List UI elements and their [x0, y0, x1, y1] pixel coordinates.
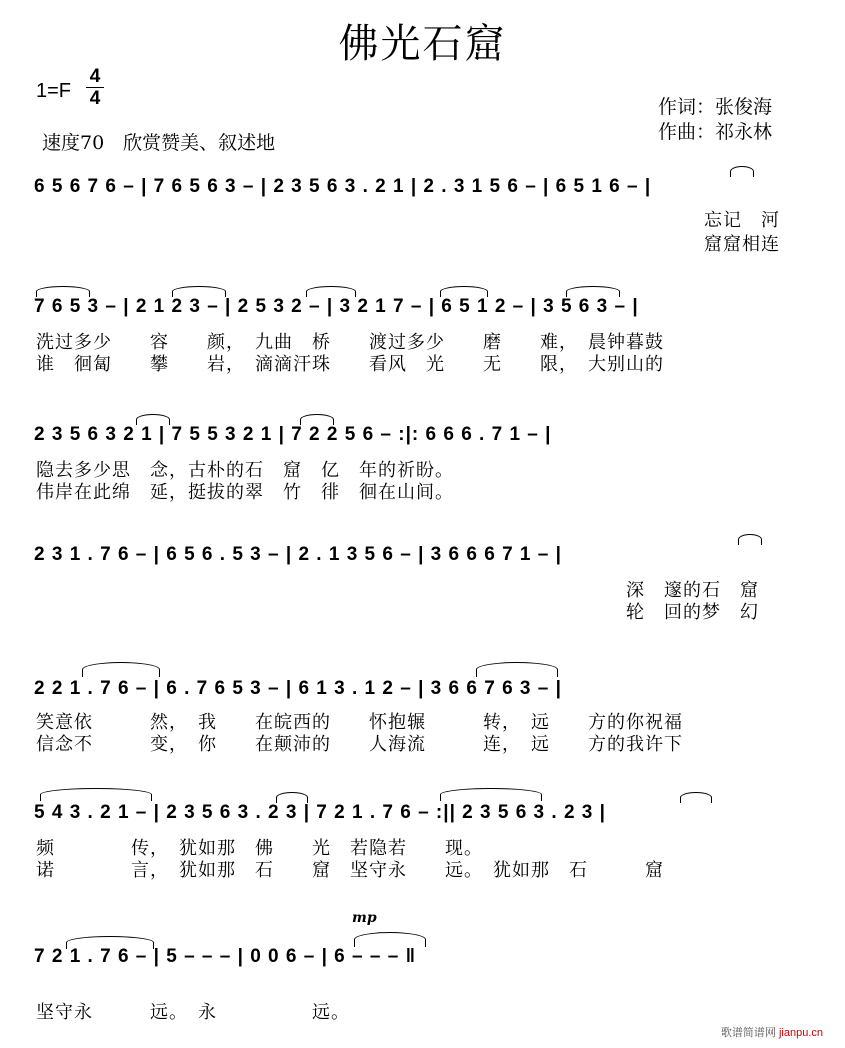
slur-mark	[136, 414, 170, 425]
time-signature-bottom: 4	[86, 87, 104, 109]
slur-mark	[66, 936, 154, 949]
composer-credit: 作曲：祁永林	[658, 121, 773, 143]
score-row	[0, 296, 845, 376]
slur-mark	[276, 792, 308, 803]
lyric-line-2: 伟岸在此绵 延，挺拔的翠 竹 徘 徊在山间。	[36, 482, 454, 503]
slur-mark	[440, 788, 542, 801]
watermark-url: jianpu.cn	[778, 1027, 823, 1039]
slur-mark	[738, 534, 762, 545]
lyric-line-1: 洗过多少 容 颜， 九曲 桥 渡过多少 磨 难， 晨钟暮鼓	[36, 332, 664, 353]
time-signature-top: 4	[89, 66, 101, 87]
page-title: 佛光石窟	[338, 21, 507, 67]
lyric-line-1: 深 邃的石 窟	[626, 580, 759, 601]
notation-line: 2 3 1 . 7 6 – | 6 5 6 . 5 3 – | 2 . 1 3 5 6 – | 3 6 6 6 7 1 – |	[34, 544, 562, 565]
notation-line: 6 5 6 7 6 – | 7 6 5 6 3 – | 2 3 5 6 3 . 2 1 | 2 . 3 1 5 6 – | 6 5 1 6 – |	[34, 176, 652, 197]
notation-line: 7 6 5 3 – | 2 1 2 3 – | 2 5 3 2 – | 3 2 1 7 – | 6 5 1 2 – | 3 5 6 3 – |	[34, 296, 639, 317]
slur-mark	[680, 792, 712, 803]
tempo-marking: 速度70 欣赏赞美、叙述地	[42, 132, 276, 154]
notation-line: 2 2 1 . 7 6 – | 6 . 7 6 5 3 – | 6 1 3 . 1 2 – | 3 6 6 7 6 3 – |	[34, 678, 562, 699]
slur-mark	[476, 662, 558, 677]
notation-line: 2 3 5 6 3 2 1 | 7 5 5 3 2 1 | 7 2 2 5 6 – :|: 6 6 6 . 7 1 – |	[34, 424, 552, 445]
slur-mark	[354, 932, 426, 947]
lyric-line-2: 窟窟相连	[704, 234, 780, 255]
score-row	[0, 910, 845, 1026]
score-row	[0, 424, 845, 504]
slur-mark	[566, 286, 620, 297]
slur-mark	[300, 414, 334, 425]
lyric-line-1: 忘记 河	[704, 210, 780, 231]
site-watermark	[721, 1024, 823, 1040]
lyric-line-2: 诺 言， 犹如那 石 窟 坚守永 远。 犹如那 石 窟	[36, 860, 664, 881]
slur-mark	[82, 662, 160, 677]
slur-mark	[36, 286, 90, 297]
lyricist-credit: 作词：张俊海	[658, 96, 773, 118]
watermark-site: 歌谱简谱网	[720, 1027, 776, 1039]
lyric-line-2: 轮 回的梦 幻	[626, 602, 759, 623]
dynamic-marking: mp	[352, 910, 377, 926]
notation-line: 5 4 3 . 2 1 – | 2 3 5 6 3 . 2 3 | 7 2 1 . 7 6 – :|| 2 3 5 6 3 . 2 3 |	[34, 802, 606, 823]
slur-mark	[306, 286, 356, 297]
slur-mark	[172, 286, 226, 297]
time-signature	[86, 66, 104, 109]
key-signature: 1=F	[36, 80, 72, 102]
lyric-line-1: 隐去多少思 念，古朴的石 窟 亿 年的祈盼。	[36, 460, 454, 481]
score-row	[0, 176, 845, 256]
score-row	[0, 802, 845, 882]
score-row	[0, 678, 845, 758]
slur-mark	[440, 286, 488, 297]
lyric-line-1: 笑意依 然， 我 在皖西的 怀抱辗 转， 远 方的你祝福	[36, 712, 683, 733]
lyric-line-2: 谁 徊匐 攀 岩， 滴滴汗珠 看风 光 无 限， 大别山的	[36, 354, 664, 375]
slur-mark	[40, 788, 152, 801]
notation-line: 7 2 1 . 7 6 – | 5 – – – | 0 0 6 – | 6 – – – ‖	[34, 946, 417, 967]
slur-mark	[730, 166, 754, 177]
score-row	[0, 544, 845, 624]
lyric-line-1: 频 传， 犹如那 佛 光 若隐若 现。	[36, 838, 483, 859]
lyric-line-2: 信念不 变， 你 在颠沛的 人海流 连， 远 方的我许下	[36, 734, 683, 755]
lyric-line-1: 坚守永 远。 永 远。	[36, 1002, 350, 1023]
